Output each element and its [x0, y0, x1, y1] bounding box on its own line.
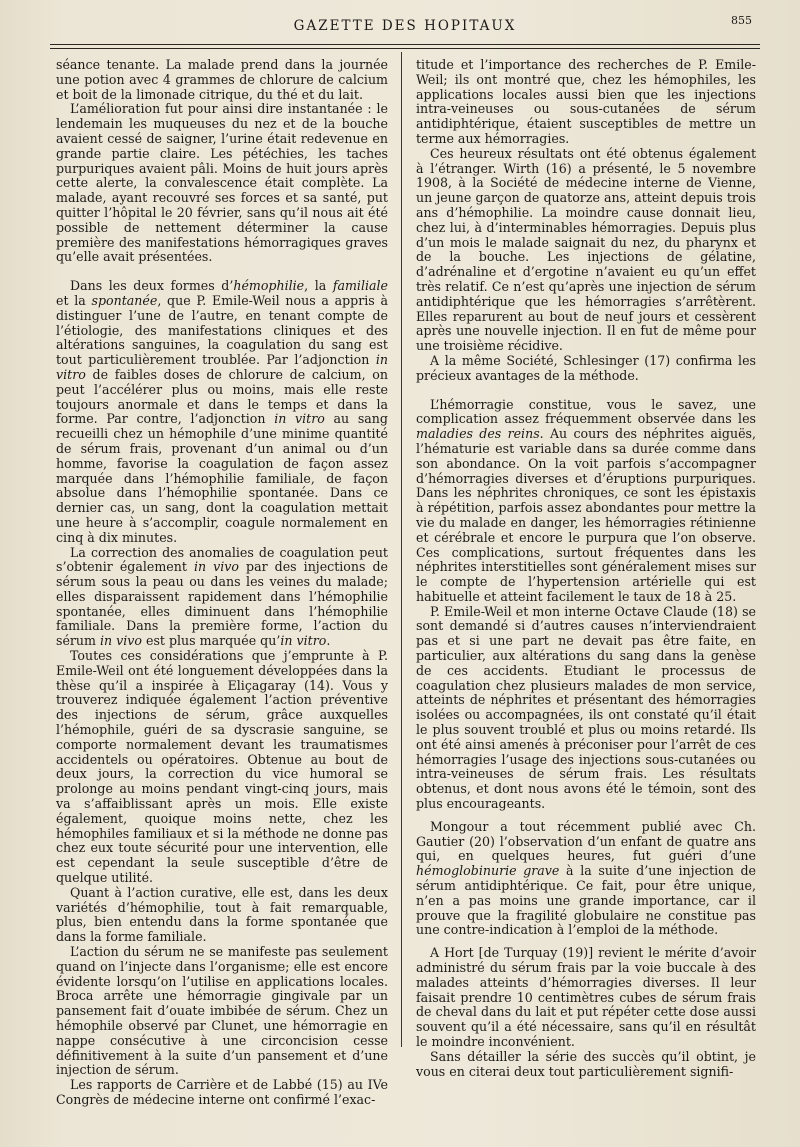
text-run: Toutes ces considérations que j’emprunte à P. Emile-Weil ont été longuement développées dans la thèse qu’il a inspirée à Eliçagaray (14). Vous y trouverez indiquée également l’action préventive des injections de sérum, grâce auxquelles l’hémophile, guéri de sa dyscrasie sanguine, se comporte normalement devant les traumatismes accidentels ou opératoires. Obtenue au bout de deux jours, la correction du vice humoral se prolonge au moins pendant vingt-cinq jours, mais va s’affaiblissant après un mois. Elle existe également, quoique moins nette, chez les hémophiles familiaux et si la méthode ne donne pas chez eux toute sécurité pour une intervention, elle est cependant la seule susceptible d’être de quelque utilité. [56, 648, 388, 886]
paragraph [56, 546, 388, 650]
italic-text: in vivo [193, 559, 239, 575]
text-run: Dans les deux formes d’ [70, 278, 234, 294]
paragraph [56, 886, 388, 945]
text-run: par des injections de sérum sous la peau ou dans les veines du malade; elles disparaissent rapidement dans l’hémophilie spontanée, elles diminuent dans l’hémophilie familiale. Dans la première forme, l’action du sérum [56, 559, 389, 649]
paragraph [56, 649, 388, 886]
italic-text: maladies des reins [416, 426, 540, 442]
text-run: titude et l’importance des recherches de P. Emile-Weil; ils ont montré que, chez les hémophiles, les applications locales aussi bien que les injections intra-veineuses ou sous-cutanées de sérum antidiphtérique, étaient susceptibles de mettre un terme aux hémorragies. [416, 57, 756, 146]
paragraph [416, 605, 756, 812]
paragraph [56, 1078, 388, 1108]
text-run: à la suite d’une injection de sérum antidiphtérique. Ce fait, pour être unique, n’en a pas moins une grande importance, car il prouve que la fragilité globulaire ne constitue pas une contre-indication à l’emploi de la méthode. [416, 863, 757, 938]
left-column [56, 58, 388, 1108]
text-run: Mongour a tout récemment publié avec Ch. Gautier (20) l’observation d’un enfant de quatre ans qui, en quelques heures, fut guéri d’une [416, 818, 756, 864]
text-run: , que P. Emile-Weil nous a appris à distinguer l’une de l’autre, en tenant compte de l’étiologie, des manifestations cliniques et des altérations sanguines, la coagulation du sang est tout particulièrement troublée. Par l’adjonction [56, 292, 388, 368]
text-run: séance tenante. La malade prend dans la journée une potion avec 4 grammes de chlorure de calcium et boit de la limonade citrique, du thé et du lait. [56, 57, 388, 102]
paragraph [416, 398, 756, 605]
page-number: 855 [731, 14, 752, 27]
header-rule-thin [50, 48, 760, 49]
text-run: Ces heureux résultats ont été obtenus également à l’étranger. Wirth (16) a présenté, le 5 novembre 1908, à la Société de médecine interne de Vienne, un jeune garçon de quatorze ans, atteint depuis trois ans d’hémophilie. La moindre cause donnait lieu, chez lui, à d’interminables hémorragies. Depuis plus d’un mois le malade saignait du nez, du pharynx et de la bouche. Les injections de gélatine, d’adrénaline et d’ergotine n’avaient eu qu’un effet très relatif. Ce n’est qu’après une injection de sérum antidiphtérique que les hémorragies s’arrêtèrent. Elles reparurent au bout de neuf jours et cessèrent après une nouvelle injection. Il en fut de même pour une troisième récidive. [416, 145, 756, 354]
paragraph [416, 354, 756, 384]
text-run: L’hémorragie constitue, vous le savez, une complication assez fréquemment observée dans les [416, 396, 756, 427]
text-run: . Au cours des néphrites aiguës, l’hématurie est variable dans sa durée comme dans son abondance. On la voit parfois s’accompagner d’hémorragies diverses et d’éruptions purpuriques. Dans les néphrites chroniques, ce sont les épistaxis à répétition, parfois assez abondantes pour mettre la vie du malade en danger, les hémorragies rétinienne et cérébrale et encore le purpura que l’on observe. Ces complications, surtout fréquentes dans les néphrites interstitielles sont généralement mises sur le compte de l’hypertension artérielle qui est habituelle et atteint facilement le taux de 18 à 25. [416, 426, 756, 604]
text-run: , la [304, 278, 333, 294]
paragraph [56, 279, 388, 545]
text-run: L’amélioration fut pour ainsi dire instantanée : le lendemain les muqueuses du nez et de la bouche avaient cessé de saigner, l’urine était redevenue en grande partie claire. Les pétéchies, les taches purpuriques avaient pâli. Moins de huit jours après cette alerte, la convalescence était complète. La malade, ayant recouvré ses forces et sa santé, put quitter l’hôpital le 20 février, sans qu’il nous ait été possible de nettement déterminer la cause première des manifestations hémorragiques graves qu’elle avait présentées. [56, 101, 388, 265]
text-run: A Hort [de Turquay (19)] revient le mérite d’avoir administré du sérum frais par la voie buccale à des malades atteints d’hémorragies diverses. Il leur faisait prendre 10 centimètres cubes de sérum frais de cheval dans du lait et put répéter cette dose aussi souvent qu’il a été nécessaire, sans qu’il en résultât le moindre inconvénient. [416, 945, 756, 1049]
text-run: Les rapports de Carrière et de Labbé (15) au IVe Congrès de médecine interne ont confirmé l’exac- [56, 1077, 388, 1107]
running-header [50, 14, 760, 44]
paragraph [56, 945, 388, 1078]
paragraph [416, 1050, 756, 1080]
paragraph [56, 58, 388, 102]
text-run: A la même Société, Schlesinger (17) confirma les précieux avantages de la méthode. [416, 352, 756, 383]
italic-text: familiale [332, 278, 388, 294]
italic-text: in vivo [100, 633, 142, 649]
paragraph [416, 820, 756, 938]
text-run: P. Emile-Weil et mon interne Octave Claude (18) se sont demandé si d’autres causes n’interviendraient pas et si une part ne devait pas être faite, en particulier, aux altérations du sang dans la genèse de ces accidents. Etudiant le processus de coagulation chez plusieurs malades de mon service, atteints de néphrites et présentant des hémorragies isolées ou accompagnées, ils ont constaté qu’il était le plus souvent troublé et plus ou moins retardé. Ils ont été ainsi amenés à préconiser pour l’arrêt de ces hémorragies l’usage des injections sous-cutanées ou intra-veineuses de sérum frais. Les résultats obtenus, et dont nous avons été le témoin, sont des plus encourageants. [416, 603, 756, 812]
text-run: de faibles doses de chlorure de calcium, on peut l’accélérer plus ou moins, mais elle reste toujours anormale et dans le temps et dans la forme. Par contre, l’adjonction [56, 366, 388, 427]
paragraph [56, 102, 388, 265]
italic-text: in vitro [56, 352, 388, 382]
column-divider [401, 52, 402, 1047]
paragraph [416, 147, 756, 354]
right-column [416, 58, 756, 1079]
text-run: au sang recueilli chez un hémophile d’une minime quantité de sérum frais, provenant d’un animal ou d’un homme, favorise la coagulation de façon assez marquée dans l’hémophilie familiale, de façon absolue dans l’hémophilie spontanée. Dans ce dernier cas, un sang, dont la coagulation mettait une heure à s’accomplir, coagule normalement en cinq à dix minutes. [56, 411, 388, 545]
header-rule [50, 44, 760, 45]
italic-text: spontanée [91, 292, 158, 308]
paragraph [416, 58, 756, 147]
text-run: est plus marquée qu’ [141, 633, 281, 649]
italic-text: hémophilie [233, 278, 305, 294]
text-run: Quant à l’action curative, elle est, dans les deux variétés d’hémophilie, tout à fait remarquable, plus, bien entendu dans la forme spontanée que dans la forme familiale. [56, 884, 388, 945]
journal-title: GAZETTE DES HOPITAUX [293, 18, 517, 34]
italic-text: in vitro [274, 411, 325, 427]
italic-text: hémoglobinurie grave [416, 863, 560, 879]
text-run: et la [56, 292, 92, 308]
text-run: Sans détailler la série des succès qu’il obtint, je vous en citerai deux tout particulièrement signifi- [416, 1048, 756, 1079]
italic-text: in vitro [280, 633, 327, 649]
paragraph [416, 946, 756, 1050]
text-run: . [326, 633, 331, 649]
text-run: L’action du sérum ne se manifeste pas seulement quand on l’injecte dans l’organisme; elle est encore évidente lorsqu’on l’utilise en applications locales. Broca arrête une hémorragie gingivale par un pansement fait d’ouate imbibée de sérum. Chez un hémophile observé par Clunet, une hémorragie en nappe consécutive à une circoncision cesse définitivement à la suite d’un pansement et d’une injection de sérum. [56, 944, 388, 1078]
text-run: La correction des anomalies de coagulation peut s’obtenir également [56, 544, 388, 575]
